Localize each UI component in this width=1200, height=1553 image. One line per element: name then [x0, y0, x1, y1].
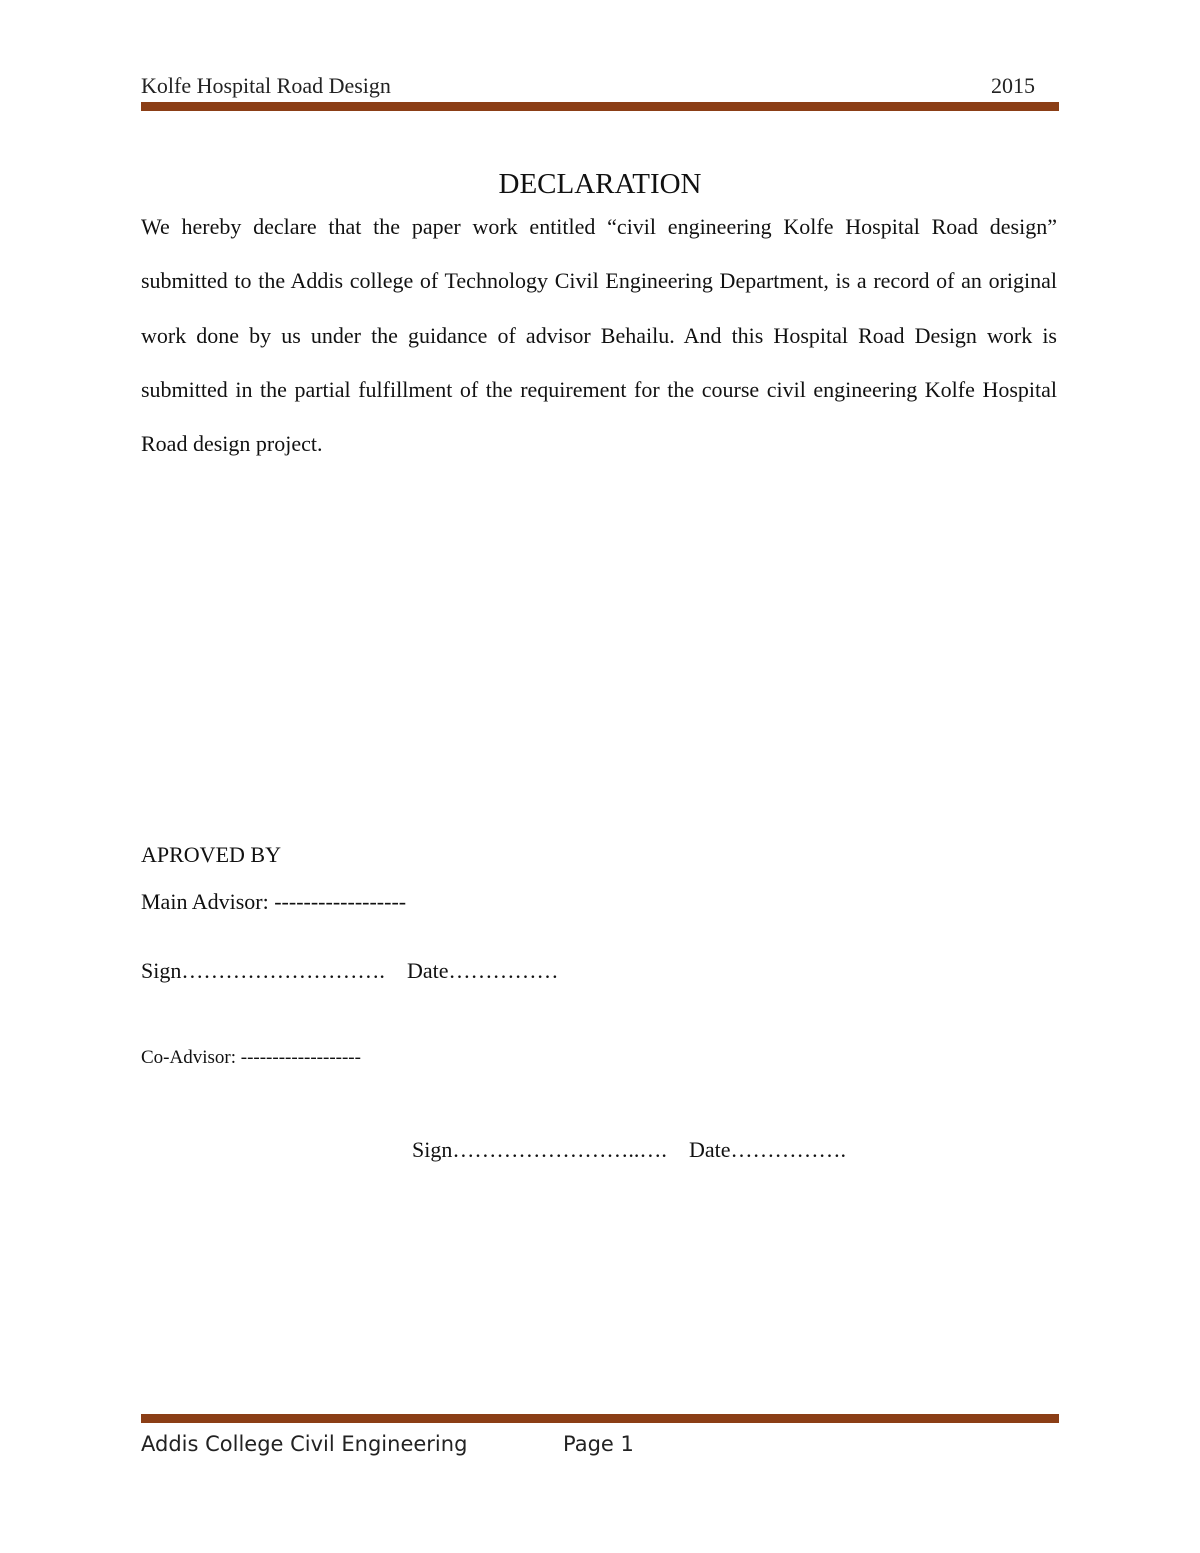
header-title: Kolfe Hospital Road Design	[141, 73, 391, 98]
main-advisor-line: Main Advisor: ------------------	[141, 889, 407, 914]
header-year: 2015	[991, 73, 1035, 98]
document-title: DECLARATION	[498, 168, 702, 200]
co-advisor-signature-row	[412, 1135, 847, 1165]
declaration-paragraph: We hereby declare that the paper work entitled “civil engineering Kolfe Hospital Road design” submitted to the Addis college of Technology Civil Engineering Department, is a record of an original work done by us under the guidance of advisor Behailu. And this Hospital Road Design work is submitted in the partial fulfillment of the requirement for the course civil engineering Kolfe Hospital Road design project.	[141, 214, 1057, 457]
footer-page-number: Page 1	[563, 1432, 634, 1456]
co-advisor-date: Date…………….	[689, 1137, 847, 1162]
main-advisor-sign: Sign……………………….	[141, 958, 385, 983]
main-advisor-signature-row	[141, 956, 559, 986]
main-advisor-date: Date……………	[407, 958, 559, 983]
footer-rule	[141, 1414, 1059, 1423]
approved-by-heading: APROVED BY	[141, 842, 281, 867]
co-advisor-line: Co-Advisor: -------------------	[141, 1047, 361, 1068]
footer-institution: Addis College Civil Engineering	[141, 1432, 468, 1456]
co-advisor-sign: Sign……………………..….	[412, 1137, 667, 1162]
header-rule	[141, 102, 1059, 111]
